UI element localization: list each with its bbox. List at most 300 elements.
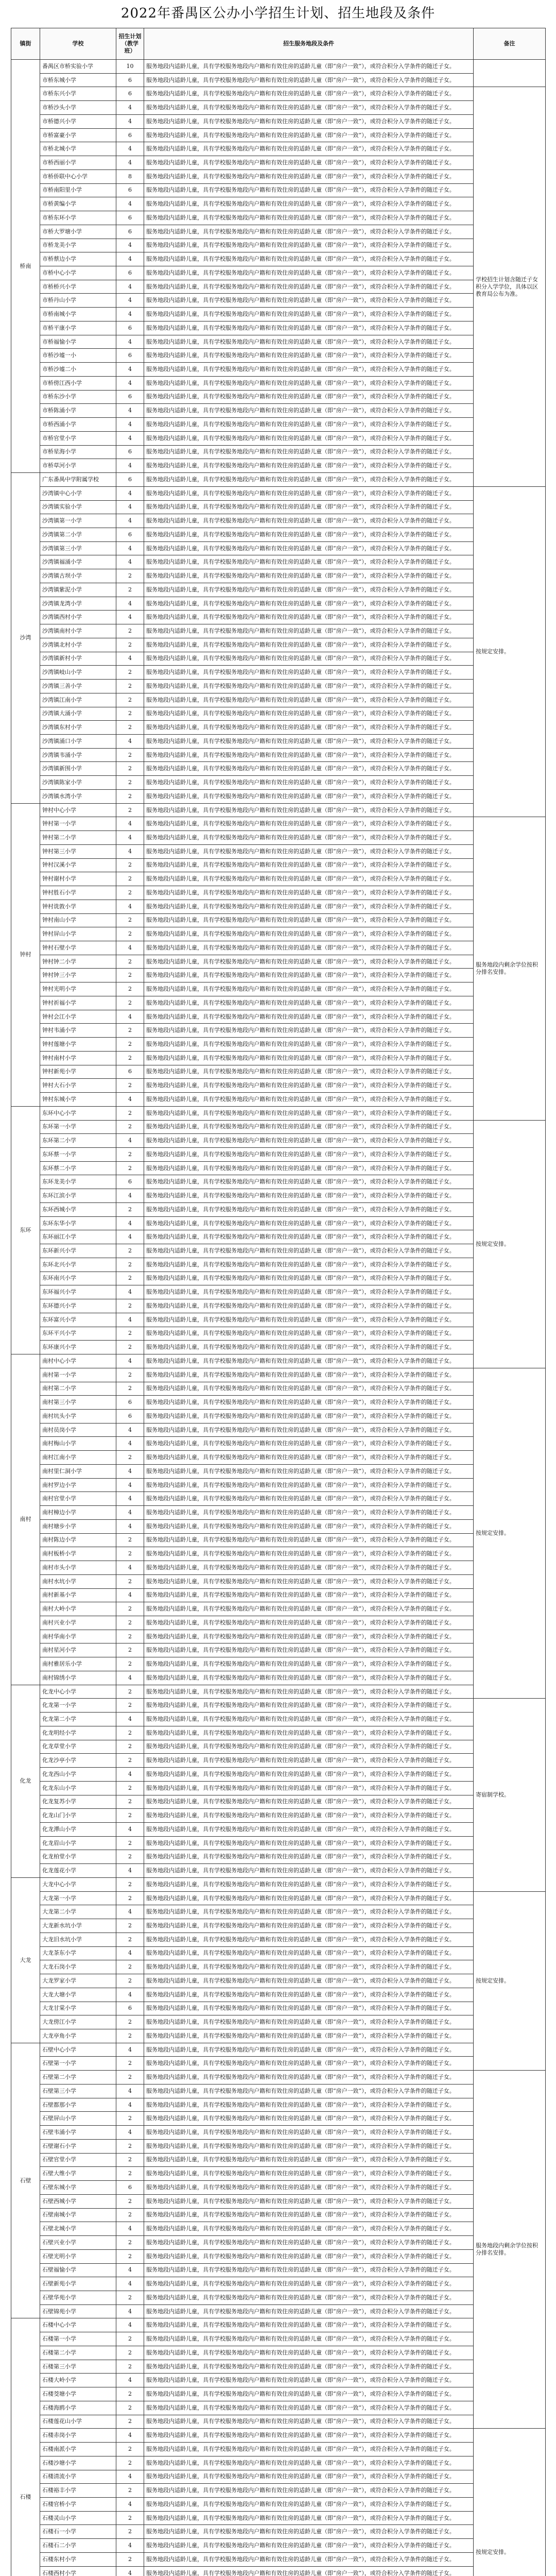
service-area-cell: 服务地段内适龄儿童，具有学校服务地段内户籍和有效住房的适龄儿童（即“房户一致”），或符合积分入学条件的随迁子女。 xyxy=(144,927,474,941)
service-area-cell: 服务地段内适龄儿童，具有学校服务地段内户籍和有效住房的适龄儿童（即“房户一致”），或符合积分入学条件的随迁子女。 xyxy=(144,183,474,197)
plan-count-cell: 4 xyxy=(116,1946,144,1960)
table-row xyxy=(11,2552,546,2566)
school-name-cell: 石壁都那小学 xyxy=(40,2098,116,2112)
plan-count-cell: 6 xyxy=(116,225,144,239)
service-area-cell: 服务地段内适龄儿童，具有学校服务地段内户籍和有效住房的适龄儿童（即“房户一致”），或符合积分入学条件的随迁子女。 xyxy=(144,1933,474,1946)
service-area-cell: 服务地段内适龄儿童，具有学校服务地段内户籍和有效住房的适龄儿童（即“房户一致”），或符合积分入学条件的随迁子女。 xyxy=(144,1754,474,1768)
service-area-cell: 服务地段内适龄儿童，具有学校服务地段内户籍和有效住房的适龄儿童（即“房户一致”），或符合积分入学条件的随迁子女。 xyxy=(144,2539,474,2553)
plan-count-cell: 4 xyxy=(116,2098,144,2112)
school-name-cell: 石楼赤岗小学 xyxy=(40,2429,116,2443)
service-area-cell: 服务地段内适龄儿童，具有学校服务地段内户籍和有效住房的适龄儿童（即“房户一致”），或符合积分入学条件的随迁子女。 xyxy=(144,1533,474,1547)
school-name-cell: 化龙柏堂小学 xyxy=(40,1850,116,1864)
school-name-cell: 市桥星海小学 xyxy=(40,445,116,459)
plan-count-cell: 2 xyxy=(116,1161,144,1175)
school-name-cell: 石楼中心小学 xyxy=(40,2318,116,2332)
service-area-cell: 服务地段内适龄儿童，具有学校服务地段内户籍和有效住房的适龄儿童（即“房户一致”），或符合积分入学条件的随迁子女。 xyxy=(144,858,474,872)
plan-count-cell: 2 xyxy=(116,1533,144,1547)
table-row xyxy=(11,1272,546,1285)
school-name-cell: 东环德兴小学 xyxy=(40,1299,116,1313)
town-cell: 东环 xyxy=(11,1106,40,1354)
table-row xyxy=(11,776,546,790)
service-area-cell: 服务地段内适龄儿童，具有学校服务地段内户籍和有效住房的适龄儿童（即“房户一致”），或符合积分入学条件的随迁子女。 xyxy=(144,1299,474,1313)
table-row xyxy=(11,183,546,197)
table-row xyxy=(11,1134,546,1148)
plan-count-cell: 2 xyxy=(116,583,144,597)
school-name-cell: 沙湾镇大涌小学 xyxy=(40,707,116,721)
plan-count-cell: 2 xyxy=(116,1368,144,1382)
table-row xyxy=(11,748,546,762)
plan-count-cell: 2 xyxy=(116,1038,144,1052)
table-row xyxy=(11,266,546,280)
service-area-cell: 服务地段内适龄儿童，具有学校服务地段内户籍和有效住房的适龄儿童（即“房户一致”），或符合积分入学条件的随迁子女。 xyxy=(144,431,474,445)
school-name-cell: 南村第一小学 xyxy=(40,1368,116,1382)
table-row xyxy=(11,597,546,611)
school-name-cell: 化龙明经小学 xyxy=(40,1726,116,1740)
service-area-cell: 服务地段内适龄儿童，具有学校服务地段内户籍和有效住房的适龄儿童（即“房户一致”），或符合积分入学条件的随迁子女。 xyxy=(144,638,474,652)
service-area-cell: 服务地段内适龄儿童，具有学校服务地段内户籍和有效住房的适龄儿童（即“房户一致”），或符合积分入学条件的随迁子女。 xyxy=(144,390,474,404)
table-row xyxy=(11,528,546,541)
school-name-cell: 大龙新水坑小学 xyxy=(40,1919,116,1933)
service-area-cell: 服务地段内适龄儿童，具有学校服务地段内户籍和有效住房的适龄儿童（即“房户一致”），或符合积分入学条件的随迁子女。 xyxy=(144,225,474,239)
plan-count-cell: 2 xyxy=(116,1051,144,1065)
service-area-cell: 服务地段内适龄儿童，具有学校服务地段内户籍和有效住房的适龄儿童（即“房户一致”），或符合积分入学条件的随迁子女。 xyxy=(144,2497,474,2511)
table-body xyxy=(11,60,546,2576)
service-area-cell: 服务地段内适龄儿童，具有学校服务地段内户籍和有效住房的适龄儿童（即“房户一致”），或符合积分入学条件的随迁子女。 xyxy=(144,555,474,569)
table-row xyxy=(11,2429,546,2443)
school-name-cell: 沙湾镇新围小学 xyxy=(40,762,116,776)
table-row xyxy=(11,335,546,349)
school-name-cell: 石壁兴业小学 xyxy=(40,2236,116,2250)
school-name-cell: 钟村钟二小学 xyxy=(40,955,116,969)
school-name-cell: 沙湾镇西村小学 xyxy=(40,611,116,624)
table-row xyxy=(11,252,546,266)
school-name-cell: 市桥富豪小学 xyxy=(40,128,116,142)
plan-count-cell: 2 xyxy=(116,789,144,803)
school-name-cell: 大龙第一小学 xyxy=(40,1891,116,1905)
plan-count-cell: 4 xyxy=(116,514,144,528)
plan-count-cell: 2 xyxy=(116,2511,144,2525)
service-area-cell: 服务地段内适龄儿童，具有学校服务地段内户籍和有效住房的适龄儿童（即“房户一致”），或符合积分入学条件的随迁子女。 xyxy=(144,2098,474,2112)
plan-count-cell: 4 xyxy=(116,831,144,845)
service-area-cell: 服务地段内适龄儿童，具有学校服务地段内户籍和有效住房的适龄儿童（即“房户一致”），或符合积分入学条件的随迁子女。 xyxy=(144,60,474,74)
service-area-cell: 服务地段内适龄儿童，具有学校服务地段内户籍和有效住房的适龄儿童（即“房户一致”），或符合积分入学条件的随迁子女。 xyxy=(144,156,474,170)
school-name-cell: 东环第一小学 xyxy=(40,1120,116,1134)
school-name-cell: 石壁锦苑小学 xyxy=(40,2304,116,2318)
table-row xyxy=(11,652,546,666)
town-cell: 大龙 xyxy=(11,1877,40,2043)
plan-count-cell: 2 xyxy=(116,969,144,982)
school-name-cell: 石楼灵山小学 xyxy=(40,2511,116,2525)
table-row xyxy=(11,844,546,858)
plan-count-cell: 4 xyxy=(116,734,144,748)
table-row xyxy=(11,2277,546,2291)
school-name-cell: 南村第三小学 xyxy=(40,1396,116,1410)
school-name-cell: 化龙第一小学 xyxy=(40,1699,116,1713)
plan-count-cell: 4 xyxy=(116,294,144,308)
school-name-cell: 沙湾镇韦涌小学 xyxy=(40,748,116,762)
table-row xyxy=(11,1106,546,1120)
plan-count-cell: 2 xyxy=(116,1148,144,1162)
remarks-cell: 按规定安排。 xyxy=(474,1368,546,1699)
service-area-cell: 服务地段内适龄儿童，具有学校服务地段内户籍和有效住房的适龄儿童（即“房户一致”），或符合积分入学条件的随迁子女。 xyxy=(144,1202,474,1216)
table-row xyxy=(11,2374,546,2387)
table-row xyxy=(11,817,546,831)
service-area-cell: 服务地段内适龄儿童，具有学校服务地段内户籍和有效住房的适龄儿童（即“房户一致”），或符合积分入学条件的随迁子女。 xyxy=(144,1065,474,1079)
table-row xyxy=(11,1258,546,1272)
plan-count-cell: 4 xyxy=(116,156,144,170)
table-row xyxy=(11,2360,546,2374)
plan-count-cell: 6 xyxy=(116,1409,144,1423)
plan-count-cell: 2 xyxy=(116,2360,144,2374)
service-area-cell: 服务地段内适龄儿童，具有学校服务地段内户籍和有效住房的适龄儿童（即“房户一致”），或符合积分入学条件的随迁子女。 xyxy=(144,2291,474,2304)
school-name-cell: 市桥蔡边小学 xyxy=(40,252,116,266)
table-row xyxy=(11,2566,546,2576)
table-row xyxy=(11,2346,546,2360)
plan-count-cell: 4 xyxy=(116,2043,144,2057)
table-row xyxy=(11,1561,546,1575)
plan-count-cell: 2 xyxy=(116,2456,144,2470)
service-area-cell: 服务地段内适龄儿童，具有学校服务地段内户籍和有效住房的适龄儿童（即“房户一致”），或符合积分入学条件的随迁子女。 xyxy=(144,666,474,680)
school-name-cell: 沙湾镇古坝小学 xyxy=(40,569,116,583)
table-row xyxy=(11,1409,546,1423)
school-name-cell: 化龙草堂小学 xyxy=(40,1740,116,1754)
plan-count-cell: 4 xyxy=(116,1713,144,1726)
school-name-cell: 东环康兴小学 xyxy=(40,1341,116,1354)
remarks-cell: 服务地段内剩余学位按积分排名安排。 xyxy=(474,817,546,1120)
table-row xyxy=(11,1285,546,1299)
plan-count-cell: 2 xyxy=(116,569,144,583)
table-row xyxy=(11,1506,546,1520)
plan-count-cell: 2 xyxy=(116,927,144,941)
plan-count-cell: 4 xyxy=(116,541,144,555)
table-row xyxy=(11,1299,546,1313)
plan-count-cell: 4 xyxy=(116,1230,144,1244)
plan-count-cell: 2 xyxy=(116,1382,144,1396)
plan-count-cell: 4 xyxy=(116,555,144,569)
school-name-cell: 南村中心小学 xyxy=(40,1354,116,1368)
table-row xyxy=(11,2318,546,2332)
table-row xyxy=(11,2112,546,2126)
table-row xyxy=(11,2497,546,2511)
school-name-cell: 沙湾镇东村小学 xyxy=(40,721,116,735)
plan-count-cell: 4 xyxy=(116,844,144,858)
table-row xyxy=(11,858,546,872)
school-name-cell: 东环福兴小学 xyxy=(40,1285,116,1299)
table-row xyxy=(11,1836,546,1850)
plan-count-cell: 6 xyxy=(116,87,144,101)
service-area-cell: 服务地段内适龄儿童，具有学校服务地段内户籍和有效住房的适龄儿童（即“房户一致”），或符合积分入学条件的随迁子女。 xyxy=(144,611,474,624)
service-area-cell: 服务地段内适龄儿童，具有学校服务地段内户籍和有效住房的适龄儿童（即“房户一致”），或符合积分入学条件的随迁子女。 xyxy=(144,2249,474,2263)
table-row xyxy=(11,1726,546,1740)
school-name-cell: 沙湾镇三善小学 xyxy=(40,680,116,693)
service-area-cell: 服务地段内适龄儿童，具有学校服务地段内户籍和有效住房的适龄儿童（即“房户一致”），或符合积分入学条件的随迁子女。 xyxy=(144,844,474,858)
table-row xyxy=(11,321,546,335)
service-area-cell: 服务地段内适龄儿童，具有学校服务地段内户籍和有效住房的适龄儿童（即“房户一致”），或符合积分入学条件的随迁子女。 xyxy=(144,1836,474,1850)
table-row xyxy=(11,1451,546,1465)
service-area-cell: 服务地段内适龄儿童，具有学校服务地段内户籍和有效住房的适龄儿童（即“房户一致”），或符合积分入学条件的随迁子女。 xyxy=(144,1726,474,1740)
service-area-cell: 服务地段内适龄儿童，具有学校服务地段内户籍和有效住房的适龄儿童（即“房户一致”），或符合积分入学条件的随迁子女。 xyxy=(144,969,474,982)
school-name-cell: 石楼官桥小学 xyxy=(40,2497,116,2511)
service-area-cell: 服务地段内适龄儿童，具有学校服务地段内户籍和有效住房的适龄儿童（即“房户一致”），或符合积分入学条件的随迁子女。 xyxy=(144,541,474,555)
school-name-cell: 市桥黄编小学 xyxy=(40,197,116,211)
service-area-cell: 服务地段内适龄儿童，具有学校服务地段内户籍和有效住房的适龄儿童（即“房户一致”），或符合积分入学条件的随迁子女。 xyxy=(144,1506,474,1520)
plan-count-cell: 2 xyxy=(116,2153,144,2167)
plan-count-cell: 6 xyxy=(116,2002,144,2015)
service-area-cell: 服务地段内适龄儿童，具有学校服务地段内户籍和有效住房的适龄儿童（即“房户一致”），或符合积分入学条件的随迁子女。 xyxy=(144,363,474,377)
table-row xyxy=(11,611,546,624)
table-row xyxy=(11,2470,546,2484)
table-row xyxy=(11,1974,546,1988)
table-row xyxy=(11,1437,546,1451)
school-name-cell: 钟村会江小学 xyxy=(40,1010,116,1024)
service-area-cell: 服务地段内适龄儿童，具有学校服务地段内户籍和有效住房的适龄儿童（即“房户一致”），或符合积分入学条件的随迁子女。 xyxy=(144,349,474,363)
service-area-cell: 服务地段内适龄儿童，具有学校服务地段内户籍和有效住房的适龄儿童（即“房户一致”），或符合积分入学条件的随迁子女。 xyxy=(144,1093,474,1107)
plan-count-cell: 2 xyxy=(116,1836,144,1850)
table-row xyxy=(11,1988,546,2002)
table-row xyxy=(11,1382,546,1396)
table-row xyxy=(11,955,546,969)
service-area-cell: 服务地段内适龄儿童，具有学校服务地段内户籍和有效住房的适龄儿童（即“房户一致”），或符合积分入学条件的随迁子女。 xyxy=(144,569,474,583)
plan-count-cell: 2 xyxy=(116,2332,144,2346)
service-area-cell: 服务地段内适龄儿童，具有学校服务地段内户籍和有效住房的适龄儿童（即“房户一致”），或符合积分入学条件的随迁子女。 xyxy=(144,1713,474,1726)
school-name-cell: 东环丽江小学 xyxy=(40,1230,116,1244)
column-header-area: 招生服务地段及条件 xyxy=(144,28,474,60)
school-name-cell: 钟村南山小学 xyxy=(40,913,116,927)
service-area-cell: 服务地段内适龄儿童，具有学校服务地段内户籍和有效住房的适龄儿童（即“房户一致”），或符合积分入学条件的随迁子女。 xyxy=(144,2153,474,2167)
plan-count-cell: 6 xyxy=(116,2181,144,2195)
plan-count-cell: 6 xyxy=(116,1065,144,1079)
table-row xyxy=(11,1313,546,1327)
plan-count-cell: 2 xyxy=(116,803,144,817)
service-area-cell: 服务地段内适龄儿童，具有学校服务地段内户籍和有效住房的适龄儿童（即“房户一致”），或符合积分入学条件的随迁子女。 xyxy=(144,1657,474,1671)
school-name-cell: 石壁屏山小学 xyxy=(40,2112,116,2126)
table-row xyxy=(11,941,546,955)
plan-count-cell: 2 xyxy=(116,872,144,886)
school-name-cell: 南村官堂小学 xyxy=(40,1492,116,1506)
school-name-cell: 南村员岗小学 xyxy=(40,1423,116,1437)
plan-count-cell: 4 xyxy=(116,2470,144,2484)
service-area-cell: 服务地段内适龄儿童，具有学校服务地段内户籍和有效住房的适龄儿童（即“房户一致”），或符合积分入学条件的随迁子女。 xyxy=(144,2277,474,2291)
plan-count-cell: 4 xyxy=(116,1134,144,1148)
school-name-cell: 钟村谢村小学 xyxy=(40,872,116,886)
town-cell: 钟村 xyxy=(11,803,40,1106)
service-area-cell: 服务地段内适龄儿童，具有学校服务地段内户籍和有效住房的适龄儿童（即“房户一致”），或符合积分入学条件的随迁子女。 xyxy=(144,528,474,541)
service-area-cell: 服务地段内适龄儿童，具有学校服务地段内户籍和有效住房的适龄儿童（即“房户一致”），或符合积分入学条件的随迁子女。 xyxy=(144,404,474,418)
school-name-cell: 东环龙美小学 xyxy=(40,1175,116,1189)
school-name-cell: 南村江南小学 xyxy=(40,1451,116,1465)
table-row xyxy=(11,1699,546,1713)
service-area-cell: 服务地段内适龄儿童，具有学校服务地段内户籍和有效住房的适龄儿童（即“房户一致”），或符合积分入学条件的随迁子女。 xyxy=(144,2304,474,2318)
service-area-cell: 服务地段内适龄儿童，具有学校服务地段内户籍和有效住房的适龄儿童（即“房户一致”），或符合积分入学条件的随迁子女。 xyxy=(144,1327,474,1341)
school-name-cell: 钟村钟三小学 xyxy=(40,969,116,982)
table-row xyxy=(11,1519,546,1533)
plan-count-cell: 4 xyxy=(116,2277,144,2291)
table-row xyxy=(11,1630,546,1643)
table-row xyxy=(11,1093,546,1107)
table-row xyxy=(11,1946,546,1960)
service-area-cell: 服务地段内适龄儿童，具有学校服务地段内户籍和有效住房的适龄儿童（即“房户一致”），或符合积分入学条件的随迁子女。 xyxy=(144,2015,474,2029)
plan-count-cell: 4 xyxy=(116,2429,144,2443)
plan-count-cell: 2 xyxy=(116,707,144,721)
service-area-cell: 服务地段内适龄儿童，具有学校服务地段内户籍和有效住房的适龄儿童（即“房户一致”），或符合积分入学条件的随迁子女。 xyxy=(144,707,474,721)
school-name-cell: 东环蔡一小学 xyxy=(40,1148,116,1162)
plan-count-cell: 6 xyxy=(116,1175,144,1189)
service-area-cell: 服务地段内适龄儿童，具有学校服务地段内户籍和有效住房的适龄儿童（即“房户一致”），或符合积分入学条件的随迁子女。 xyxy=(144,2511,474,2525)
service-area-cell: 服务地段内适龄儿童，具有学校服务地段内户籍和有效住房的适龄儿童（即“房户一致”），或符合积分入学条件的随迁子女。 xyxy=(144,308,474,321)
plan-count-cell: 4 xyxy=(116,1823,144,1837)
school-name-cell: 钟村中心小学 xyxy=(40,803,116,817)
service-area-cell: 服务地段内适龄儿童，具有学校服务地段内户籍和有效住房的适龄儿童（即“房户一致”），或符合积分入学条件的随迁子女。 xyxy=(144,197,474,211)
table-row xyxy=(11,2484,546,2498)
service-area-cell: 服务地段内适龄儿童，具有学校服务地段内户籍和有效住房的适龄儿童（即“房户一致”），或符合积分入学条件的随迁子女。 xyxy=(144,789,474,803)
school-name-cell: 南村星河小学 xyxy=(40,1643,116,1657)
school-name-cell: 沙湾镇水湾小学 xyxy=(40,789,116,803)
service-area-cell: 服务地段内适龄儿童，具有学校服务地段内户籍和有效住房的适龄儿童（即“房户一致”），或符合积分入学条件的随迁子女。 xyxy=(144,2456,474,2470)
table-row xyxy=(11,1354,546,1368)
table-row xyxy=(11,60,546,74)
school-name-cell: 沙湾镇新村小学 xyxy=(40,652,116,666)
plan-count-cell: 4 xyxy=(116,363,144,377)
table-row xyxy=(11,211,546,225)
plan-count-cell: 2 xyxy=(116,2015,144,2029)
service-area-cell: 服务地段内适龄儿童，具有学校服务地段内户籍和有效住房的适龄儿童（即“房户一致”），或符合积分入学条件的随迁子女。 xyxy=(144,1768,474,1782)
table-row xyxy=(11,1960,546,1974)
service-area-cell: 服务地段内适龄儿童，具有学校服务地段内户籍和有效住房的适龄儿童（即“房户一致”），或符合积分入学条件的随迁子女。 xyxy=(144,721,474,735)
table-row xyxy=(11,1244,546,1258)
school-name-cell: 南村新基小学 xyxy=(40,1588,116,1602)
school-name-cell: 大龙旧水坑小学 xyxy=(40,1933,116,1946)
table-row xyxy=(11,2043,546,2057)
table-row xyxy=(11,831,546,845)
table-row xyxy=(11,87,546,101)
town-cell: 化龙 xyxy=(11,1685,40,1877)
service-area-cell: 服务地段内适龄儿童，具有学校服务地段内户籍和有效住房的适龄儿童（即“房户一致”），或符合积分入学条件的随迁子女。 xyxy=(144,101,474,115)
plan-count-cell: 10 xyxy=(116,60,144,74)
school-name-cell: 钟村石壁小学 xyxy=(40,941,116,955)
table-row xyxy=(11,156,546,170)
school-name-cell: 沙湾镇北村小学 xyxy=(40,638,116,652)
service-area-cell: 服务地段内适龄儿童，具有学校服务地段内户籍和有效住房的适龄儿童（即“房户一致”），或符合积分入学条件的随迁子女。 xyxy=(144,1960,474,1974)
school-name-cell: 市桥陈涌小学 xyxy=(40,404,116,418)
service-area-cell: 服务地段内适龄儿童，具有学校服务地段内户籍和有效住房的适龄儿童（即“房户一致”），或符合积分入学条件的随迁子女。 xyxy=(144,1396,474,1410)
school-name-cell: 石壁第二小学 xyxy=(40,2071,116,2084)
plan-count-cell: 2 xyxy=(116,2249,144,2263)
service-area-cell: 服务地段内适龄儿童，具有学校服务地段内户籍和有效住房的适龄儿童（即“房户一致”），或符合积分入学条件的随迁子女。 xyxy=(144,2525,474,2539)
plan-count-cell: 2 xyxy=(116,1919,144,1933)
plan-count-cell: 2 xyxy=(116,982,144,996)
plan-count-cell: 2 xyxy=(116,1795,144,1809)
school-name-cell: 市桥西涌小学 xyxy=(40,418,116,432)
remarks-cell: 按规定安排。 xyxy=(474,1891,546,2071)
table-row xyxy=(11,1327,546,1341)
school-name-cell: 钟村诜敦小学 xyxy=(40,900,116,913)
service-area-cell: 服务地段内适龄儿童，具有学校服务地段内户籍和有效住房的适龄儿童（即“房户一致”），或符合积分入学条件的随迁子女。 xyxy=(144,1120,474,1134)
plan-count-cell: 6 xyxy=(116,473,144,487)
service-area-cell: 服务地段内适龄儿童，具有学校服务地段内户籍和有效住房的适龄儿童（即“房户一致”），或符合积分入学条件的随迁子女。 xyxy=(144,2552,474,2566)
school-name-cell: 南村锦绣小学 xyxy=(40,1671,116,1685)
service-area-cell: 服务地段内适龄儿童，具有学校服务地段内户籍和有效住房的适龄儿童（即“房户一致”），或符合积分入学条件的随迁子女。 xyxy=(144,1946,474,1960)
plan-count-cell: 4 xyxy=(116,900,144,913)
school-name-cell: 沙湾镇龙湾小学 xyxy=(40,597,116,611)
service-area-cell: 服务地段内适龄儿童，具有学校服务地段内户籍和有效住房的适龄儿童（即“房户一致”），或符合积分入学条件的随迁子女。 xyxy=(144,982,474,996)
service-area-cell: 服务地段内适龄儿童，具有学校服务地段内户籍和有效住房的适龄儿童（即“房户一致”），或符合积分入学条件的随迁子女。 xyxy=(144,2043,474,2057)
table-row xyxy=(11,390,546,404)
table-row xyxy=(11,294,546,308)
service-area-cell: 服务地段内适龄儿童，具有学校服务地段内户籍和有效住房的适龄儿童（即“房户一致”），或符合积分入学条件的随迁子女。 xyxy=(144,1809,474,1823)
plan-count-cell: 4 xyxy=(116,1285,144,1299)
table-row xyxy=(11,1230,546,1244)
service-area-cell: 服务地段内适龄儿童，具有学校服务地段内户籍和有效住房的适龄儿童（即“房户一致”），或符合积分入学条件的随迁子女。 xyxy=(144,239,474,252)
plan-count-cell: 4 xyxy=(116,597,144,611)
plan-count-cell: 4 xyxy=(116,1519,144,1533)
table-row xyxy=(11,996,546,1010)
service-area-cell: 服务地段内适龄儿童，具有学校服务地段内户籍和有效住房的适龄儿童（即“房户一致”），或符合积分入学条件的随迁子女。 xyxy=(144,693,474,707)
service-area-cell: 服务地段内适龄儿童，具有学校服务地段内户籍和有效住房的适龄儿童（即“房户一致”），或符合积分入学条件的随迁子女。 xyxy=(144,418,474,432)
service-area-cell: 服务地段内适龄儿童，具有学校服务地段内户籍和有效住房的适龄儿童（即“房户一致”），或符合积分入学条件的随迁子女。 xyxy=(144,2126,474,2140)
table-row xyxy=(11,376,546,390)
service-area-cell: 服务地段内适龄儿童，具有学校服务地段内户籍和有效住房的适龄儿童（即“房户一致”），或符合积分入学条件的随迁子女。 xyxy=(144,2470,474,2484)
school-name-cell: 南村雅居乐小学 xyxy=(40,1657,116,1671)
service-area-cell: 服务地段内适龄儿童，具有学校服务地段内户籍和有效住房的适龄儿童（即“房户一致”），或符合积分入学条件的随迁子女。 xyxy=(144,941,474,955)
service-area-cell: 服务地段内适龄儿童，具有学校服务地段内户籍和有效住房的适龄儿童（即“房户一致”），或符合积分入学条件的随迁子女。 xyxy=(144,1175,474,1189)
plan-count-cell: 4 xyxy=(116,486,144,500)
table-row xyxy=(11,1065,546,1079)
school-name-cell: 东环富兴小学 xyxy=(40,1313,116,1327)
plan-count-cell: 2 xyxy=(116,2415,144,2429)
service-area-cell: 服务地段内适龄儿童，具有学校服务地段内户籍和有效住房的适龄儿童（即“房户一致”），或符合积分入学条件的随迁子女。 xyxy=(144,1382,474,1396)
plan-count-cell: 2 xyxy=(116,1120,144,1134)
plan-count-cell: 2 xyxy=(116,2236,144,2250)
plan-count-cell: 2 xyxy=(116,1699,144,1713)
school-name-cell: 南村塘步小学 xyxy=(40,1519,116,1533)
school-name-cell: 沙湾镇涌口小学 xyxy=(40,734,116,748)
plan-count-cell: 2 xyxy=(116,1574,144,1588)
plan-count-cell: 2 xyxy=(116,1781,144,1795)
table-row xyxy=(11,2332,546,2346)
plan-count-cell: 2 xyxy=(116,1616,144,1630)
service-area-cell: 服务地段内适龄儿童，具有学校服务地段内户籍和有效住房的适龄儿童（即“房户一致”），或符合积分入学条件的随迁子女。 xyxy=(144,170,474,183)
service-area-cell: 服务地段内适龄儿童，具有学校服务地段内户籍和有效住房的适龄儿童（即“房户一致”），或符合积分入学条件的随迁子女。 xyxy=(144,2415,474,2429)
column-header-plan: 招生计划（教学班） xyxy=(116,28,144,60)
service-area-cell: 服务地段内适龄儿童，具有学校服务地段内户籍和有效住房的适龄儿童（即“房户一致”），或符合积分入学条件的随迁子女。 xyxy=(144,1850,474,1864)
table-row xyxy=(11,886,546,900)
table-row xyxy=(11,927,546,941)
column-header-remarks: 备注 xyxy=(474,28,546,60)
school-name-cell: 市桥南阳里小学 xyxy=(40,183,116,197)
service-area-cell: 服务地段内适龄儿童，具有学校服务地段内户籍和有效住房的适龄儿童（即“房户一致”），或符合积分入学条件的随迁子女。 xyxy=(144,1230,474,1244)
table-row xyxy=(11,734,546,748)
plan-count-cell: 4 xyxy=(116,1864,144,1878)
school-name-cell: 东环江滨小学 xyxy=(40,1189,116,1203)
table-row xyxy=(11,1740,546,1754)
table-row xyxy=(11,1492,546,1506)
school-name-cell: 钟村南村小学 xyxy=(40,1051,116,1065)
school-name-cell: 钟村莲塘小学 xyxy=(40,1038,116,1052)
service-area-cell: 服务地段内适龄儿童，具有学校服务地段内户籍和有效住房的适龄儿童（即“房户一致”），或符合积分入学条件的随迁子女。 xyxy=(144,1451,474,1465)
service-area-cell: 服务地段内适龄儿童，具有学校服务地段内户籍和有效住房的适龄儿童（即“房户一致”），或符合积分入学条件的随迁子女。 xyxy=(144,514,474,528)
service-area-cell: 服务地段内适龄儿童，具有学校服务地段内户籍和有效住房的适龄儿童（即“房户一致”），或符合积分入学条件的随迁子女。 xyxy=(144,1354,474,1368)
school-name-cell: 钟村新苑小学 xyxy=(40,1065,116,1079)
plan-count-cell: 2 xyxy=(116,2401,144,2415)
plan-count-cell: 4 xyxy=(116,376,144,390)
school-name-cell: 市桥傍江西小学 xyxy=(40,376,116,390)
school-name-cell: 沙湾镇福涌小学 xyxy=(40,555,116,569)
school-name-cell: 南村罗边小学 xyxy=(40,1478,116,1492)
service-area-cell: 服务地段内适龄儿童，具有学校服务地段内户籍和有效住房的适龄儿童（即“房户一致”），或符合积分入学条件的随迁子女。 xyxy=(144,1699,474,1713)
service-area-cell: 服务地段内适龄儿童，具有学校服务地段内户籍和有效住房的适龄儿童（即“房户一致”），或符合积分入学条件的随迁子女。 xyxy=(144,445,474,459)
school-name-cell: 南村大岭小学 xyxy=(40,1602,116,1616)
plan-count-cell: 4 xyxy=(116,2566,144,2576)
